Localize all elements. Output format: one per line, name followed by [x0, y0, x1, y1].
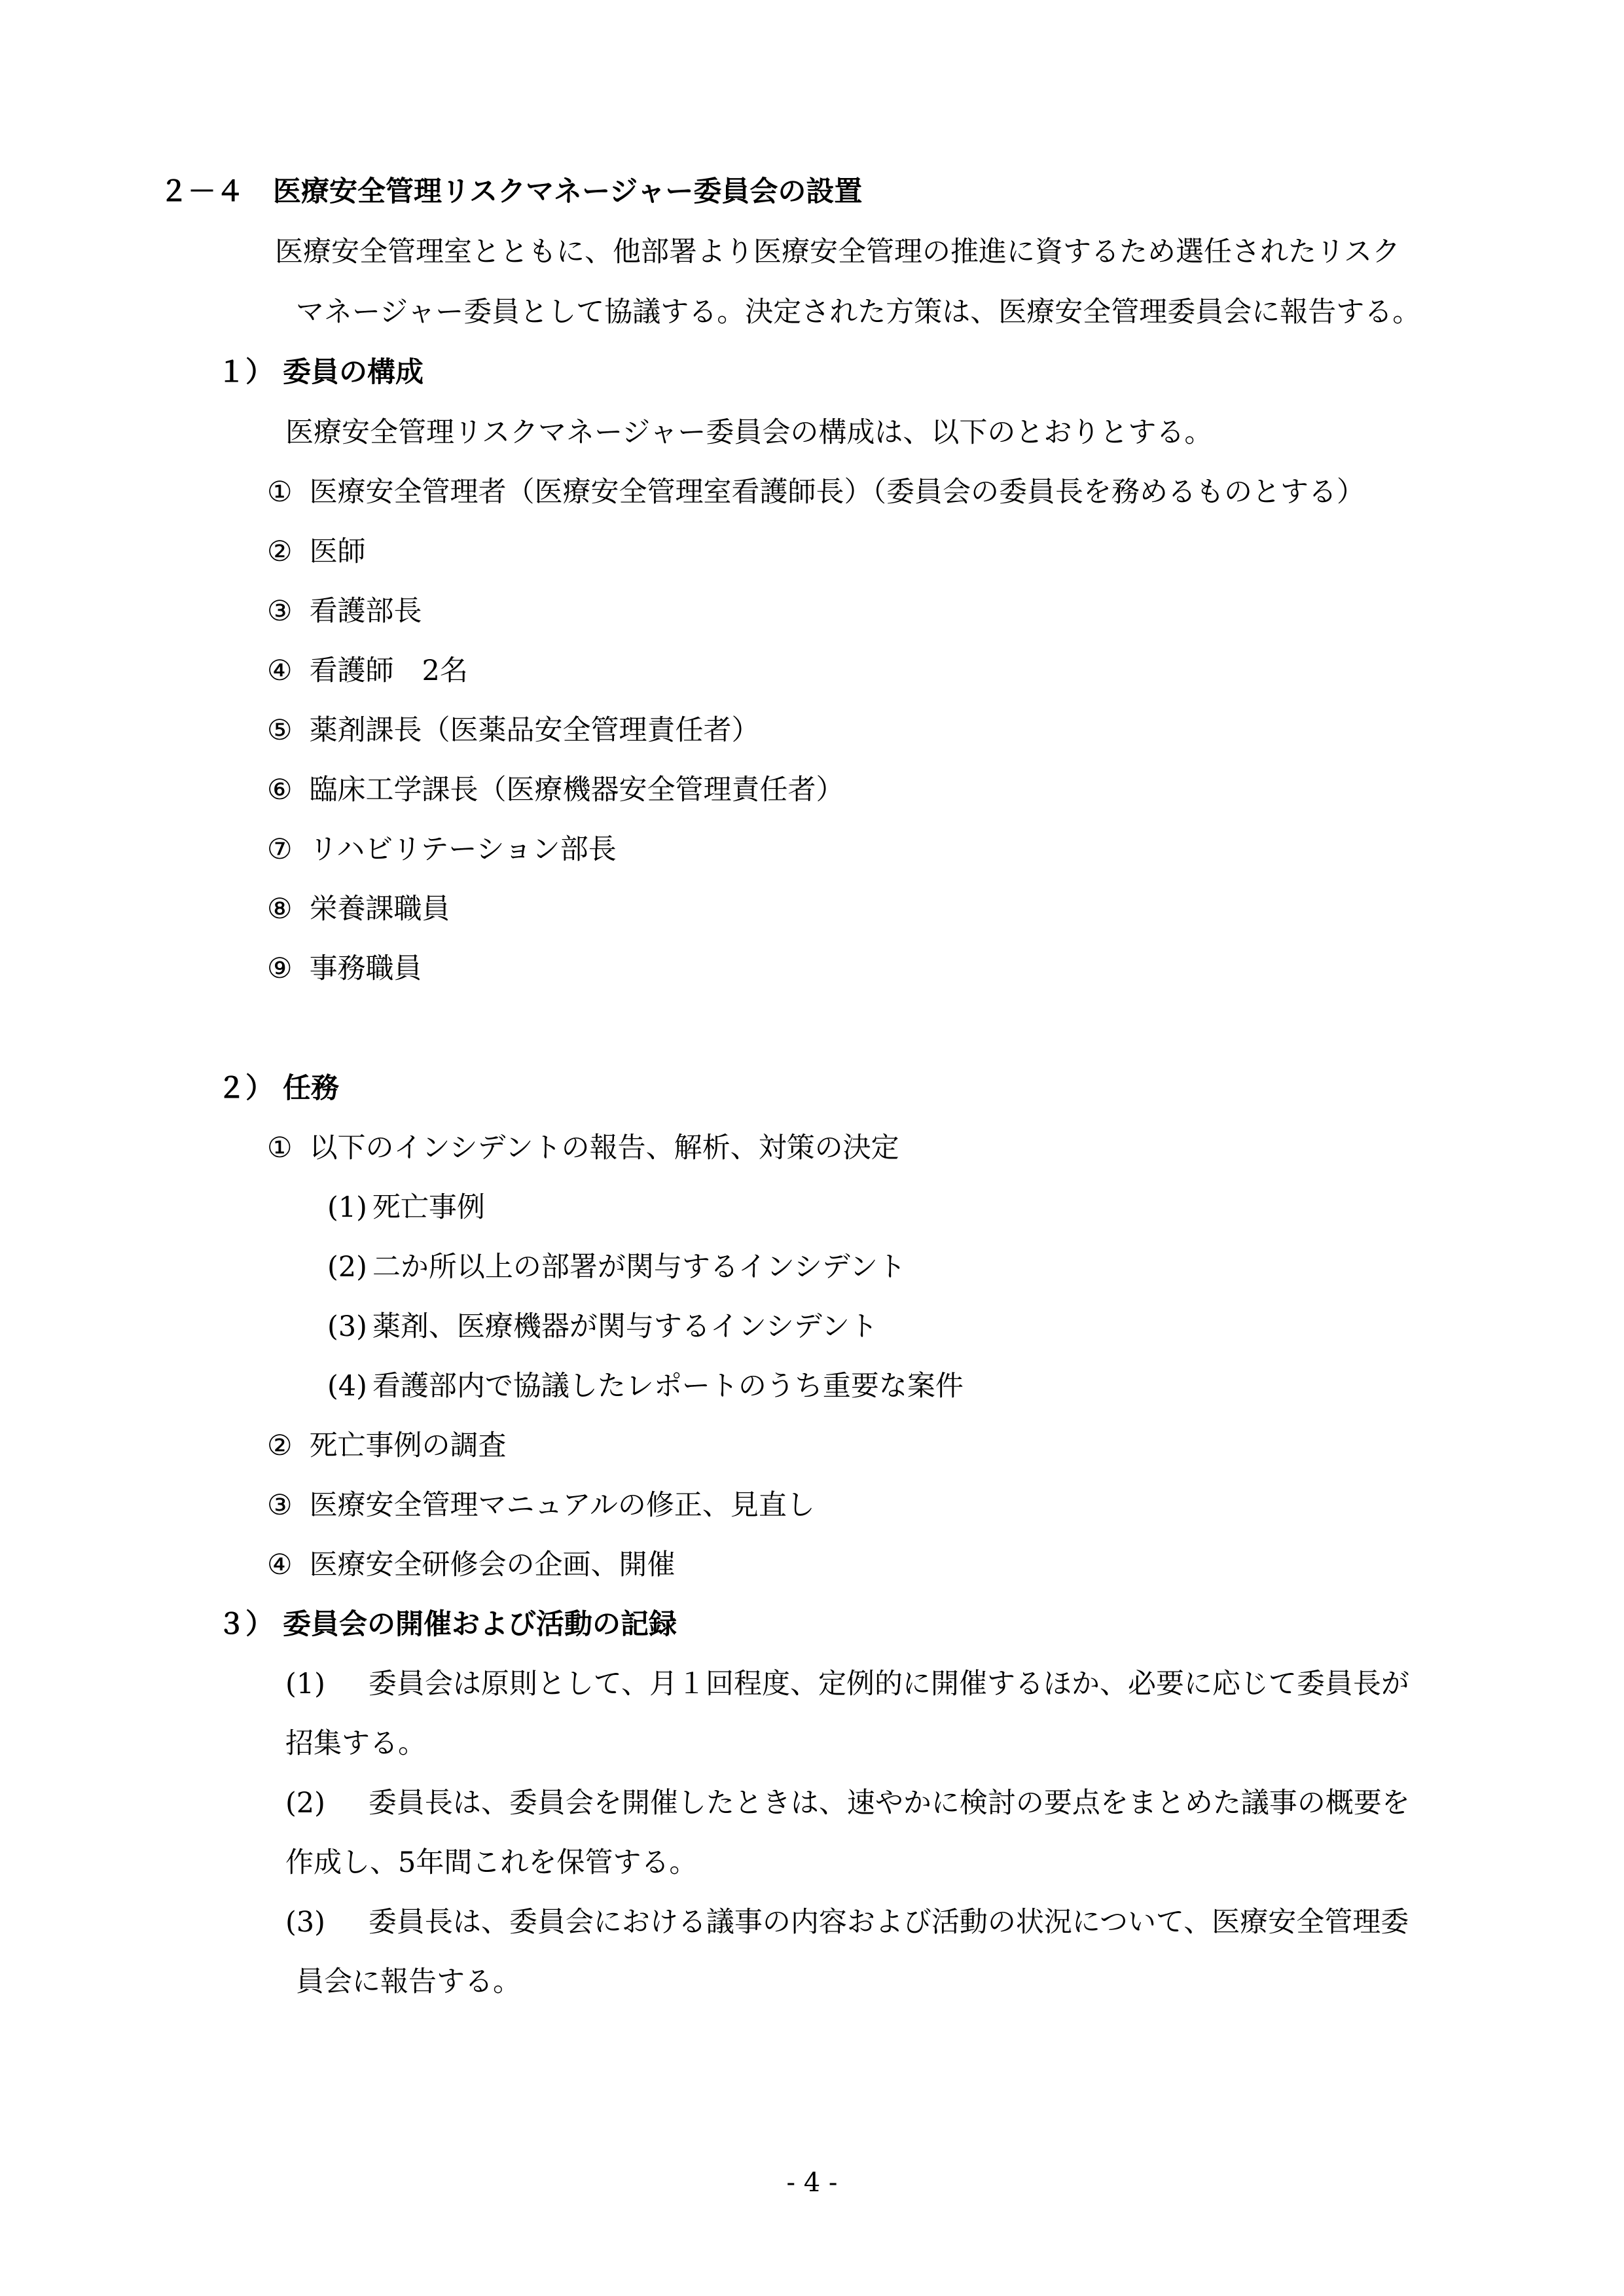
member-text: 薬剤課長（医薬品安全管理責任者）	[309, 714, 760, 747]
record-paragraph-marker: (2)	[285, 1787, 325, 1820]
member-text: 医師	[309, 535, 366, 568]
record-paragraph-text: 委員長は、委員会における議事の内容および活動の状況について、医療安全管理委	[368, 1906, 1409, 1939]
record-paragraph-line-1	[285, 1906, 1409, 1939]
duty-item	[267, 1489, 815, 1522]
member-text: 栄養課職員	[309, 893, 450, 925]
duty-marker: ③	[267, 1489, 293, 1522]
section-intro-line-1: 医療安全管理室とともに、他部署より医療安全管理の推進に資するため選任されたリスク	[275, 236, 1401, 268]
section-number: ２－４	[160, 175, 244, 208]
member-item	[267, 657, 468, 685]
record-paragraph-line-1	[285, 1670, 1409, 1698]
duty-item	[267, 1134, 899, 1162]
member-marker: ⑦	[267, 833, 293, 866]
duty-marker: ②	[267, 1429, 293, 1462]
member-item	[267, 714, 760, 747]
duty-subitem-marker: (4)	[327, 1370, 367, 1403]
duty-subitem-text: 薬剤、医療機器が関与するインシデント	[372, 1310, 878, 1343]
duty-item	[267, 1551, 676, 1579]
duty-subitem-marker: (2)	[327, 1251, 367, 1283]
section-intro-line-2: マネージャー委員として協議する。決定された方策は、医療安全管理委員会に報告する。	[296, 296, 1421, 329]
member-item	[267, 535, 366, 568]
duty-item	[267, 1429, 507, 1462]
member-marker: ⑧	[267, 893, 293, 925]
subsection-3-number: ３）	[217, 1608, 274, 1641]
duty-subitem-text: 死亡事例	[372, 1191, 485, 1224]
record-paragraph-marker: (1)	[285, 1668, 325, 1700]
member-marker: ③	[267, 595, 293, 628]
member-item	[267, 478, 1365, 507]
duty-subitem-text: 看護部内で協議したレポートのうち重要な案件	[372, 1370, 964, 1403]
record-paragraph-line-2: 招集する。	[285, 1727, 426, 1760]
member-item	[267, 595, 422, 628]
subsection-2-number: ２）	[217, 1072, 274, 1105]
subsection-2-title: 任務	[283, 1072, 339, 1105]
subsection-3-title: 委員会の開催および活動の記録	[283, 1608, 677, 1641]
member-text: 事務職員	[309, 952, 422, 985]
duty-marker: ④	[267, 1549, 293, 1581]
duty-subitem-marker: (1)	[327, 1191, 367, 1224]
member-marker: ④	[267, 655, 293, 687]
record-paragraph-text: 委員会は原則として、月１回程度、定例的に開催するほか、必要に応じて委員長が	[368, 1668, 1410, 1700]
member-marker: ⑤	[267, 714, 293, 747]
duty-text: 医療安全管理マニュアルの修正、見直し	[309, 1489, 815, 1522]
duty-subitem	[327, 1253, 906, 1282]
subsection-1-heading	[217, 356, 424, 389]
section-title: 医療安全管理リスクマネージャー委員会の設置	[273, 175, 863, 208]
duty-subitem	[327, 1310, 878, 1343]
member-marker: ⑨	[267, 952, 293, 985]
member-text: 看護師 2名	[309, 655, 468, 687]
subsection-3-heading	[217, 1608, 677, 1641]
member-marker: ②	[267, 535, 293, 568]
member-item	[267, 833, 617, 866]
duty-marker: ①	[267, 1132, 293, 1164]
subsection-1-number: １）	[217, 356, 274, 389]
page-number: - 4 -	[786, 2168, 838, 2198]
duty-subitem	[327, 1372, 964, 1401]
record-paragraph-marker: (3)	[285, 1906, 325, 1939]
member-item	[267, 776, 844, 804]
subsection-1-intro: 医療安全管理リスクマネージャー委員会の構成は、以下のとおりとする。	[285, 416, 1213, 449]
member-item	[267, 952, 422, 985]
duty-text: 医療安全研修会の企画、開催	[309, 1549, 676, 1581]
record-paragraph-line-2: 作成し、5年間これを保管する。	[285, 1846, 698, 1879]
duty-text: 以下のインシデントの報告、解析、対策の決定	[309, 1132, 899, 1164]
member-marker: ⑥	[267, 774, 293, 806]
duty-subitem-text: 二か所以上の部署が関与するインシデント	[372, 1251, 906, 1283]
subsection-2-heading	[217, 1072, 339, 1105]
record-paragraph-line-1	[285, 1789, 1410, 1818]
member-text: 臨床工学課長（医療機器安全管理責任者）	[309, 774, 844, 806]
member-marker: ①	[267, 476, 293, 509]
duty-text: 死亡事例の調査	[309, 1429, 507, 1462]
member-text: リハビリテーション部長	[309, 833, 617, 866]
subsection-1-title: 委員の構成	[283, 356, 424, 389]
duty-subitem-marker: (3)	[327, 1310, 367, 1343]
section-heading	[160, 175, 863, 208]
record-paragraph-line-2: 員会に報告する。	[296, 1965, 521, 1998]
member-text: 医療安全管理者（医療安全管理室看護師長）（委員会の委員長を務めるものとする）	[309, 476, 1365, 509]
duty-subitem	[327, 1191, 485, 1224]
member-text: 看護部長	[309, 595, 422, 628]
record-paragraph-text: 委員長は、委員会を開催したときは、速やかに検討の要点をまとめた議事の概要を	[368, 1787, 1410, 1820]
member-item	[267, 895, 450, 924]
